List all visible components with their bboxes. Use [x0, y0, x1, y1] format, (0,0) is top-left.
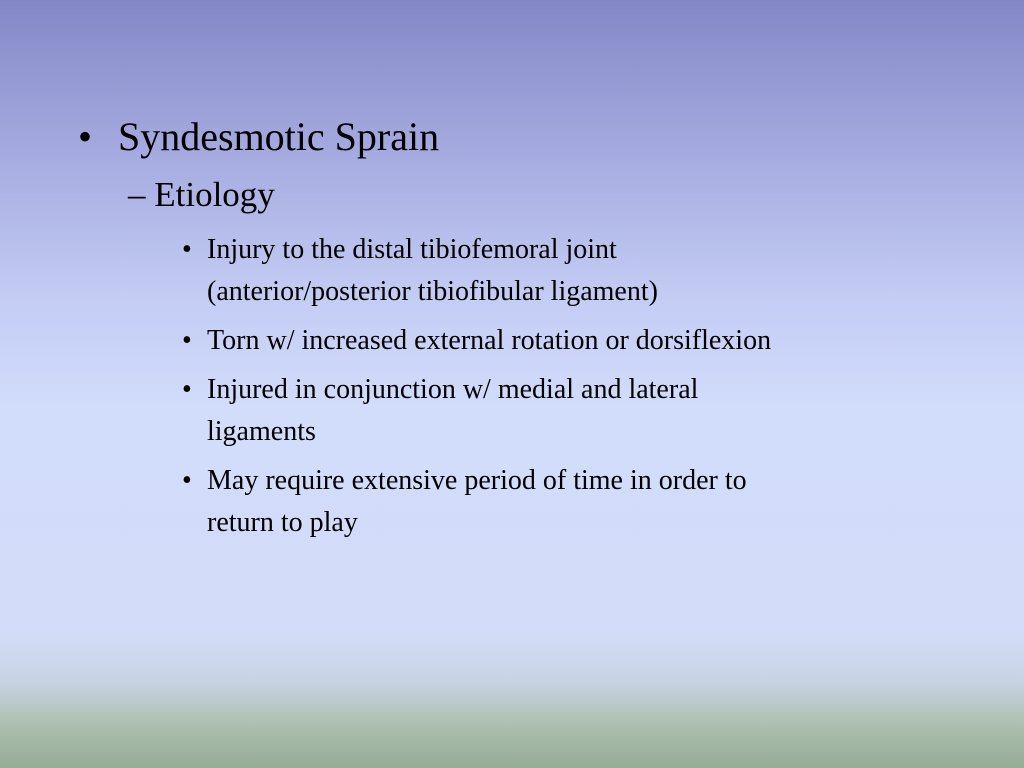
bullet-list [182, 229, 942, 551]
bullet-icon: • [182, 374, 192, 405]
list-item-line: Injured in conjunction w/ medial and lateral [207, 374, 699, 405]
bullet-icon: • [78, 114, 93, 159]
subheading-item [128, 174, 275, 216]
list-item-line: (anterior/posterior tibiofibular ligament) [207, 276, 658, 307]
slide-title-item [78, 113, 439, 161]
list-item [182, 460, 942, 544]
list-item [182, 369, 942, 453]
bullet-icon: • [182, 465, 192, 496]
list-item-line: ligaments [207, 416, 316, 447]
list-item [182, 229, 942, 313]
list-item-line: Torn w/ increased external rotation or dorsiflexion [207, 325, 772, 356]
dash-icon: – [128, 175, 146, 214]
slide-title: Syndesmotic Sprain [118, 114, 440, 159]
bullet-icon: • [182, 325, 192, 356]
list-item [182, 320, 942, 362]
bullet-icon: • [182, 234, 192, 265]
list-item-line: May require extensive period of time in order to [207, 465, 747, 496]
list-item-line: return to play [207, 507, 358, 538]
list-item-line: Injury to the distal tibiofemoral joint [207, 234, 617, 265]
subheading: Etiology [154, 175, 275, 214]
